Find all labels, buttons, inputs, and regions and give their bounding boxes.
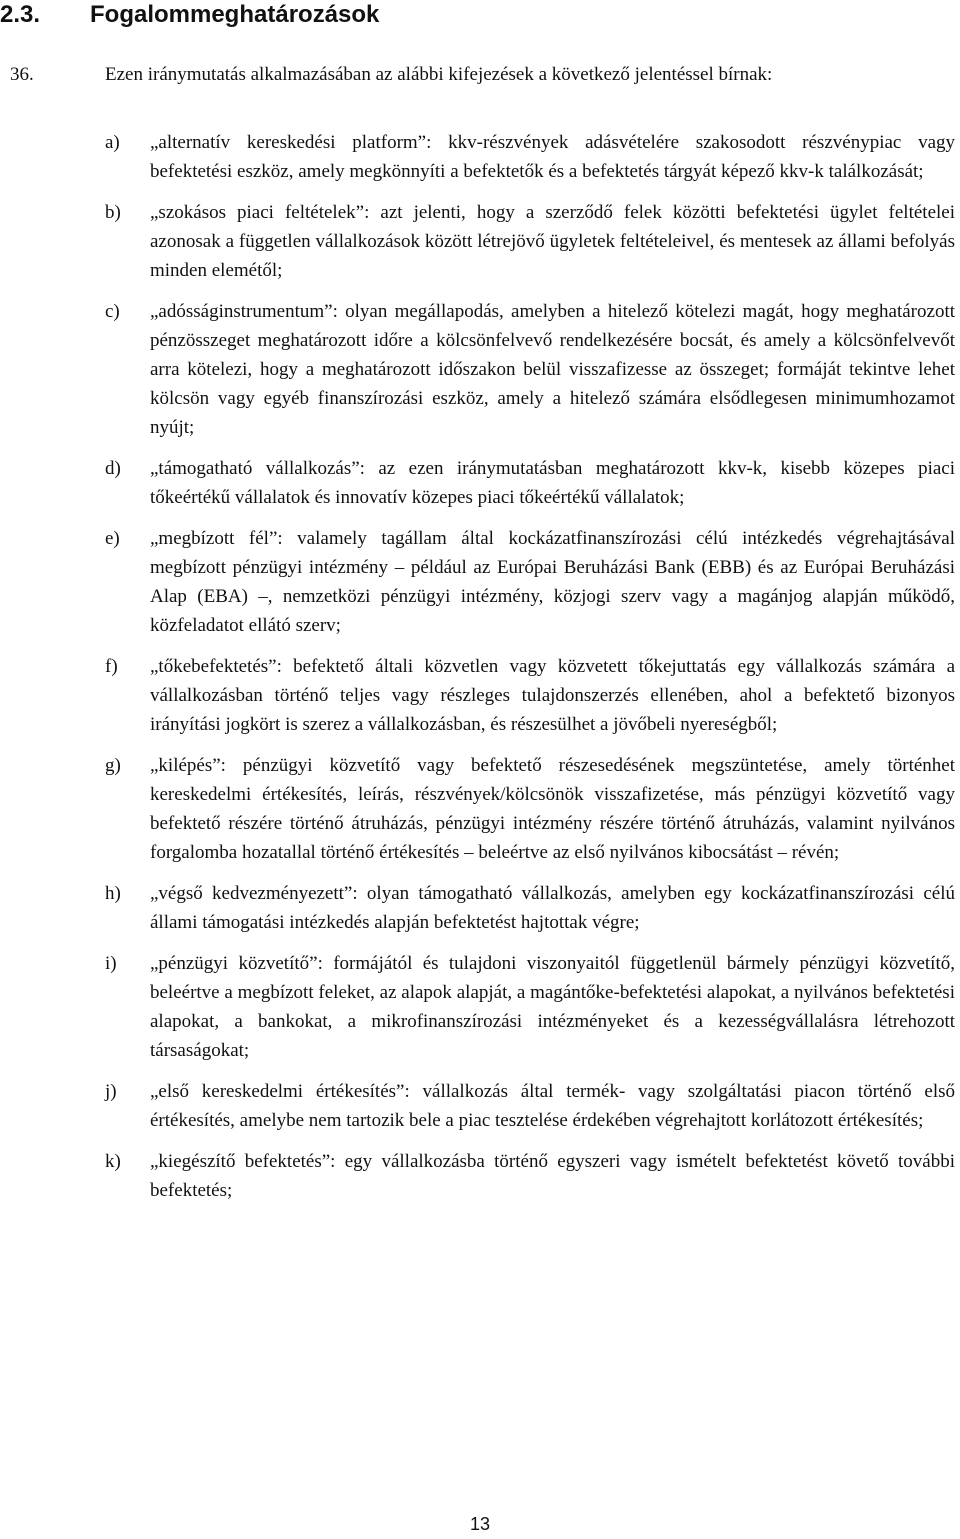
definition-item-g bbox=[105, 751, 955, 867]
definition-item-k bbox=[105, 1147, 955, 1205]
definition-text: „kiegészítő befektetés”: egy vállalkozásba történő egyszeri vagy ismételt befektetést követő további befektetés; bbox=[150, 1151, 955, 1201]
definition-item-b bbox=[105, 198, 955, 285]
definition-item-a bbox=[105, 128, 955, 186]
definition-item-e bbox=[105, 524, 955, 640]
section-number: 2.3. bbox=[0, 1, 41, 28]
definition-letter: j) bbox=[105, 1081, 117, 1102]
definition-letter: a) bbox=[105, 132, 120, 153]
definition-text: „kilépés”: pénzügyi közvetítő vagy befektető részesedésének megszüntetése, amely történhet kereskedelmi értékesítés, leírás, részvények/kölcsönök visszafizetése, más pénzügyi közvetítő vagy befektető részére történő átruházás, pénzügyi intézmény részére történő átruházás, valamint nyilvános forgalomba hozatallal történő értékesítés – beleértve az első nyilvános kibocsátást – révén; bbox=[150, 755, 955, 863]
paragraph-number: 36. bbox=[10, 64, 34, 85]
definition-text: „alternatív kereskedési platform”: kkv-részvények adásvételére szakosodott részvénypiac vagy befektetési eszköz, amely megkönnyíti a befektetők és a befektetés tárgyát képező kkv-k találkozását; bbox=[150, 132, 955, 182]
definition-item-c bbox=[105, 297, 955, 442]
definition-text: „pénzügyi közvetítő”: formájától és tulajdoni viszonyaitól függetlenül bármely pénzügyi közvetítő, beleértve a megbízott feleket, az alapok alapját, a magántőke-befektetési alapokat, a nyilvános befektetési alapokat, a bankokat, a mikrofinanszírozási intézményeket és a kezességvállalásra létrehozott társaságokat; bbox=[150, 953, 955, 1061]
definition-text: „megbízott fél”: valamely tagállam által kockázatfinanszírozási célú intézkedés végrehajtásával megbízott pénzügyi intézmény – például az Európai Beruházási Bank (EBB) és az Európai Beruházási Alap (EBA) –, nemzetközi pénzügyi intézmény, közjogi szerv vagy a magánjog alapján működő, közfeladatot ellátó szerv; bbox=[150, 528, 955, 636]
section-heading bbox=[0, 0, 379, 30]
definition-item-h bbox=[105, 879, 955, 937]
definition-item-j bbox=[105, 1077, 955, 1135]
definition-letter: h) bbox=[105, 883, 121, 904]
definition-letter: c) bbox=[105, 301, 120, 322]
definition-text: „adósságinstrumentum”: olyan megállapodás, amelyben a hitelező kötelezi magát, hogy meghatározott pénzösszeget meghatározott időre a kölcsönfelvevő rendelkezésére bocsát, és amely a kölcsönfelvevőt arra kötelezi, hogy a meghatározott időszakon belül visszafizesse az összeget; formáját tekintve lehet kölcsön vagy egyéb finanszírozási eszköz, amely a hitelező számára elsődlegesen minimumhozamot nyújt; bbox=[150, 301, 955, 438]
definition-letter: g) bbox=[105, 755, 121, 776]
definition-item-f bbox=[105, 652, 955, 739]
page-number: 13 bbox=[469, 1514, 491, 1534]
definition-letter: d) bbox=[105, 458, 121, 479]
section-title: Fogalommeghatározások bbox=[90, 1, 380, 28]
definition-letter: b) bbox=[105, 202, 121, 223]
paragraph-intro bbox=[10, 60, 955, 89]
definition-text: „végső kedvezményezett”: olyan támogatható vállalkozás, amelyben egy kockázatfinanszírozási célú állami támogatási intézkedés alapján befektetést hajtottak végre; bbox=[150, 883, 955, 933]
definition-item-i bbox=[105, 949, 955, 1065]
definition-letter: f) bbox=[105, 656, 118, 677]
definition-text: „szokásos piaci feltételek”: azt jelenti, hogy a szerződő felek közötti befektetési ügylet feltételei azonosak a független vállalkozások között létrejövő ügyletek feltételeivel, és mentesek az állami befolyás minden elemétől; bbox=[150, 202, 955, 281]
definition-text: „támogatható vállalkozás”: az ezen iránymutatásban meghatározott kkv-k, kisebb közepes piaci tőkeértékű vállalatok és innovatív közepes piaci tőkeértékű vállalatok; bbox=[150, 458, 955, 508]
definition-letter: i) bbox=[105, 953, 117, 974]
definition-text: „első kereskedelmi értékesítés”: vállalkozás által termék- vagy szolgáltatási piacon történő első értékesítés, amelybe nem tartozik bele a piac tesztelése érdekében végrehajtott korlátozott értékesítés; bbox=[150, 1081, 955, 1131]
definition-list bbox=[105, 128, 955, 1217]
definition-text: „tőkebefektetés”: befektető általi közvetlen vagy közvetett tőkejuttatás egy vállalkozás számára a vállalkozásban történő teljes vagy részleges tulajdonszerzés ellenében, ahol a befektető bizonyos irányítási jogkört is szerez a vállalkozásban, és részesülhet a jövőbeli nyereségből; bbox=[150, 656, 955, 735]
definition-item-d bbox=[105, 454, 955, 512]
paragraph-intro-text: Ezen iránymutatás alkalmazásában az alábbi kifejezések a következő jelentéssel bírnak: bbox=[105, 64, 773, 85]
definition-letter: e) bbox=[105, 528, 120, 549]
definition-letter: k) bbox=[105, 1151, 121, 1172]
